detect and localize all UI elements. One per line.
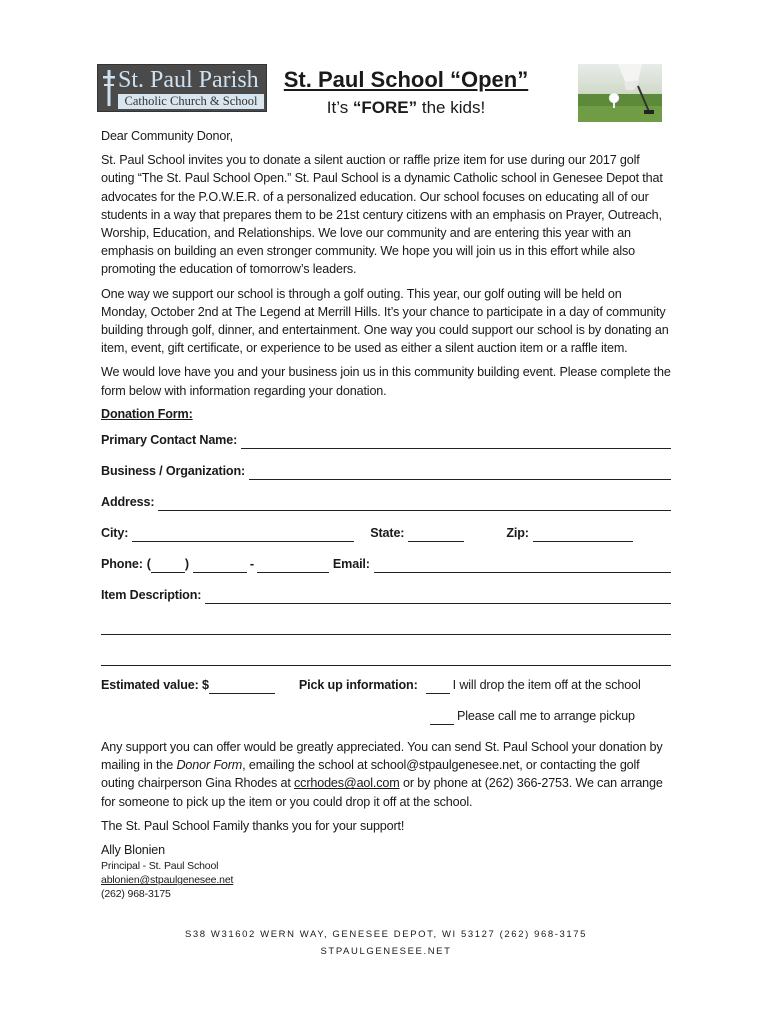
city-state-zip-row — [101, 511, 671, 542]
phone-paren-close: ) — [184, 556, 189, 571]
chairperson-email-link[interactable]: ccrhodes@aol.com — [294, 776, 400, 791]
estimated-value-field[interactable] — [209, 681, 275, 694]
page-subtitle: It’s “FORE” the kids! — [326, 98, 486, 117]
page-title: St. Paul School “Open” — [283, 67, 529, 92]
phone-area-code-field[interactable] — [151, 560, 185, 573]
pickup-call-checkbox[interactable] — [430, 712, 454, 725]
contact-field[interactable] — [241, 436, 671, 449]
estimated-value-label: Estimated value: $ — [101, 677, 209, 692]
value-pickup-row — [101, 666, 671, 694]
item-row — [101, 573, 671, 604]
email-field[interactable] — [374, 560, 671, 573]
signer-email-link[interactable]: ablonien@stpaulgenesee.net — [101, 874, 234, 887]
donation-form-title: Donation Form: — [101, 406, 193, 421]
parish-logo — [97, 64, 267, 112]
phone-email-row — [101, 542, 671, 573]
state-label: State: — [370, 525, 405, 540]
state-field[interactable] — [408, 529, 464, 542]
pickup-label: Pick up information: — [298, 677, 418, 692]
phone-dash: - — [249, 556, 254, 571]
contact-row — [101, 423, 671, 449]
signer-title: Principal - St. Paul School — [101, 860, 219, 873]
paragraph-thanks: The St. Paul School Family thanks you for your support! — [101, 818, 405, 833]
salutation: Dear Community Donor, — [101, 129, 233, 143]
address-row — [101, 480, 671, 511]
item-description-label: Item Description: — [101, 587, 202, 602]
paragraph-support: Any support you can offer would be greatly appreciated. You can send St. Paul School your donation by mailing in the Donor Form, emailing the school at school@stpaulgenesee.net, or contacting the golf outing chairperson Gina Rhodes at ccrhodes@aol.com or by phone at (262) 366-2753. We can arrange for someone to pick up the item or you could drop it off at the school. — [101, 740, 663, 809]
paragraph-request: We would love have you and your business join us in this community building event. Please complete the form below with information regarding your donation. — [101, 365, 671, 398]
business-row — [101, 449, 671, 480]
golf-ball-tee-photo — [578, 64, 662, 122]
footer-address: S38 W31602 WERN WAY, GENESEE DEPOT, WI 53127 (262) 968-3175 — [184, 929, 588, 940]
item-description-field[interactable] — [205, 591, 671, 604]
pickup-call-label: Please call me to arrange pickup — [457, 708, 635, 723]
signer-name: Ally Blonien — [101, 843, 166, 858]
zip-label: Zip: — [506, 525, 529, 540]
pickup-dropoff-label: I will drop the item off at the school — [452, 677, 641, 692]
logo-parish-name: St. Paul Parish — [118, 67, 259, 93]
paragraph-invitation: St. Paul School invites you to donate a silent auction or raffle prize item for use during our 2017 golf outing “The St. Paul School Open.” St. Paul School is a dynamic Catholic school in Genesee Depot that advocates for the P.O.W.E.R. of a personalized education. Our school focuses on educating all of our students in a way that prepares them to be 21st century citizens with an emphasis on Prayer, Outreach, Worship, Education, and Relationships. We love our community and are entering this year with an emphasis on building an even stronger community. We hope you will join us in this effort while also promoting the education of tomorrow’s leaders. — [101, 153, 663, 277]
city-label: City: — [101, 525, 129, 540]
business-field[interactable] — [249, 467, 671, 480]
address-field[interactable] — [158, 498, 671, 511]
footer-website[interactable]: STPAULGENESEE.NET — [320, 946, 452, 957]
logo-subtitle: Catholic Church & School — [118, 94, 264, 109]
zip-field[interactable] — [533, 529, 633, 542]
letter-body — [101, 127, 671, 901]
contact-label: Primary Contact Name: — [101, 432, 238, 447]
phone-label: Phone: — [101, 556, 143, 571]
city-field[interactable] — [132, 529, 354, 542]
pickup-option2-row — [101, 694, 671, 725]
signer-phone: (262) 968-3175 — [101, 888, 171, 901]
cross-icon — [102, 69, 116, 107]
item-description-line-3[interactable] — [101, 635, 671, 666]
donation-form — [101, 423, 671, 725]
phone-line-field[interactable] — [257, 560, 329, 573]
address-label: Address: — [101, 494, 155, 509]
paragraph-golf-outing: One way we support our school is through a golf outing. This year, our golf outing will be held on Monday, October 2nd at The Legend at Merrill Hills. It’s your chance to participate in a day of community building through golf, dinner, and entertainment. One way you could support our school is by donating an item, event, gift certificate, or experience to be used as either a silent auction item or a raffle item. — [101, 286, 669, 356]
business-label: Business / Organization: — [101, 463, 246, 478]
phone-paren-open: ( — [146, 556, 151, 571]
pickup-dropoff-checkbox[interactable] — [426, 681, 450, 694]
email-label: Email: — [332, 556, 370, 571]
item-description-line-2[interactable] — [101, 604, 671, 635]
phone-prefix-field[interactable] — [193, 560, 247, 573]
